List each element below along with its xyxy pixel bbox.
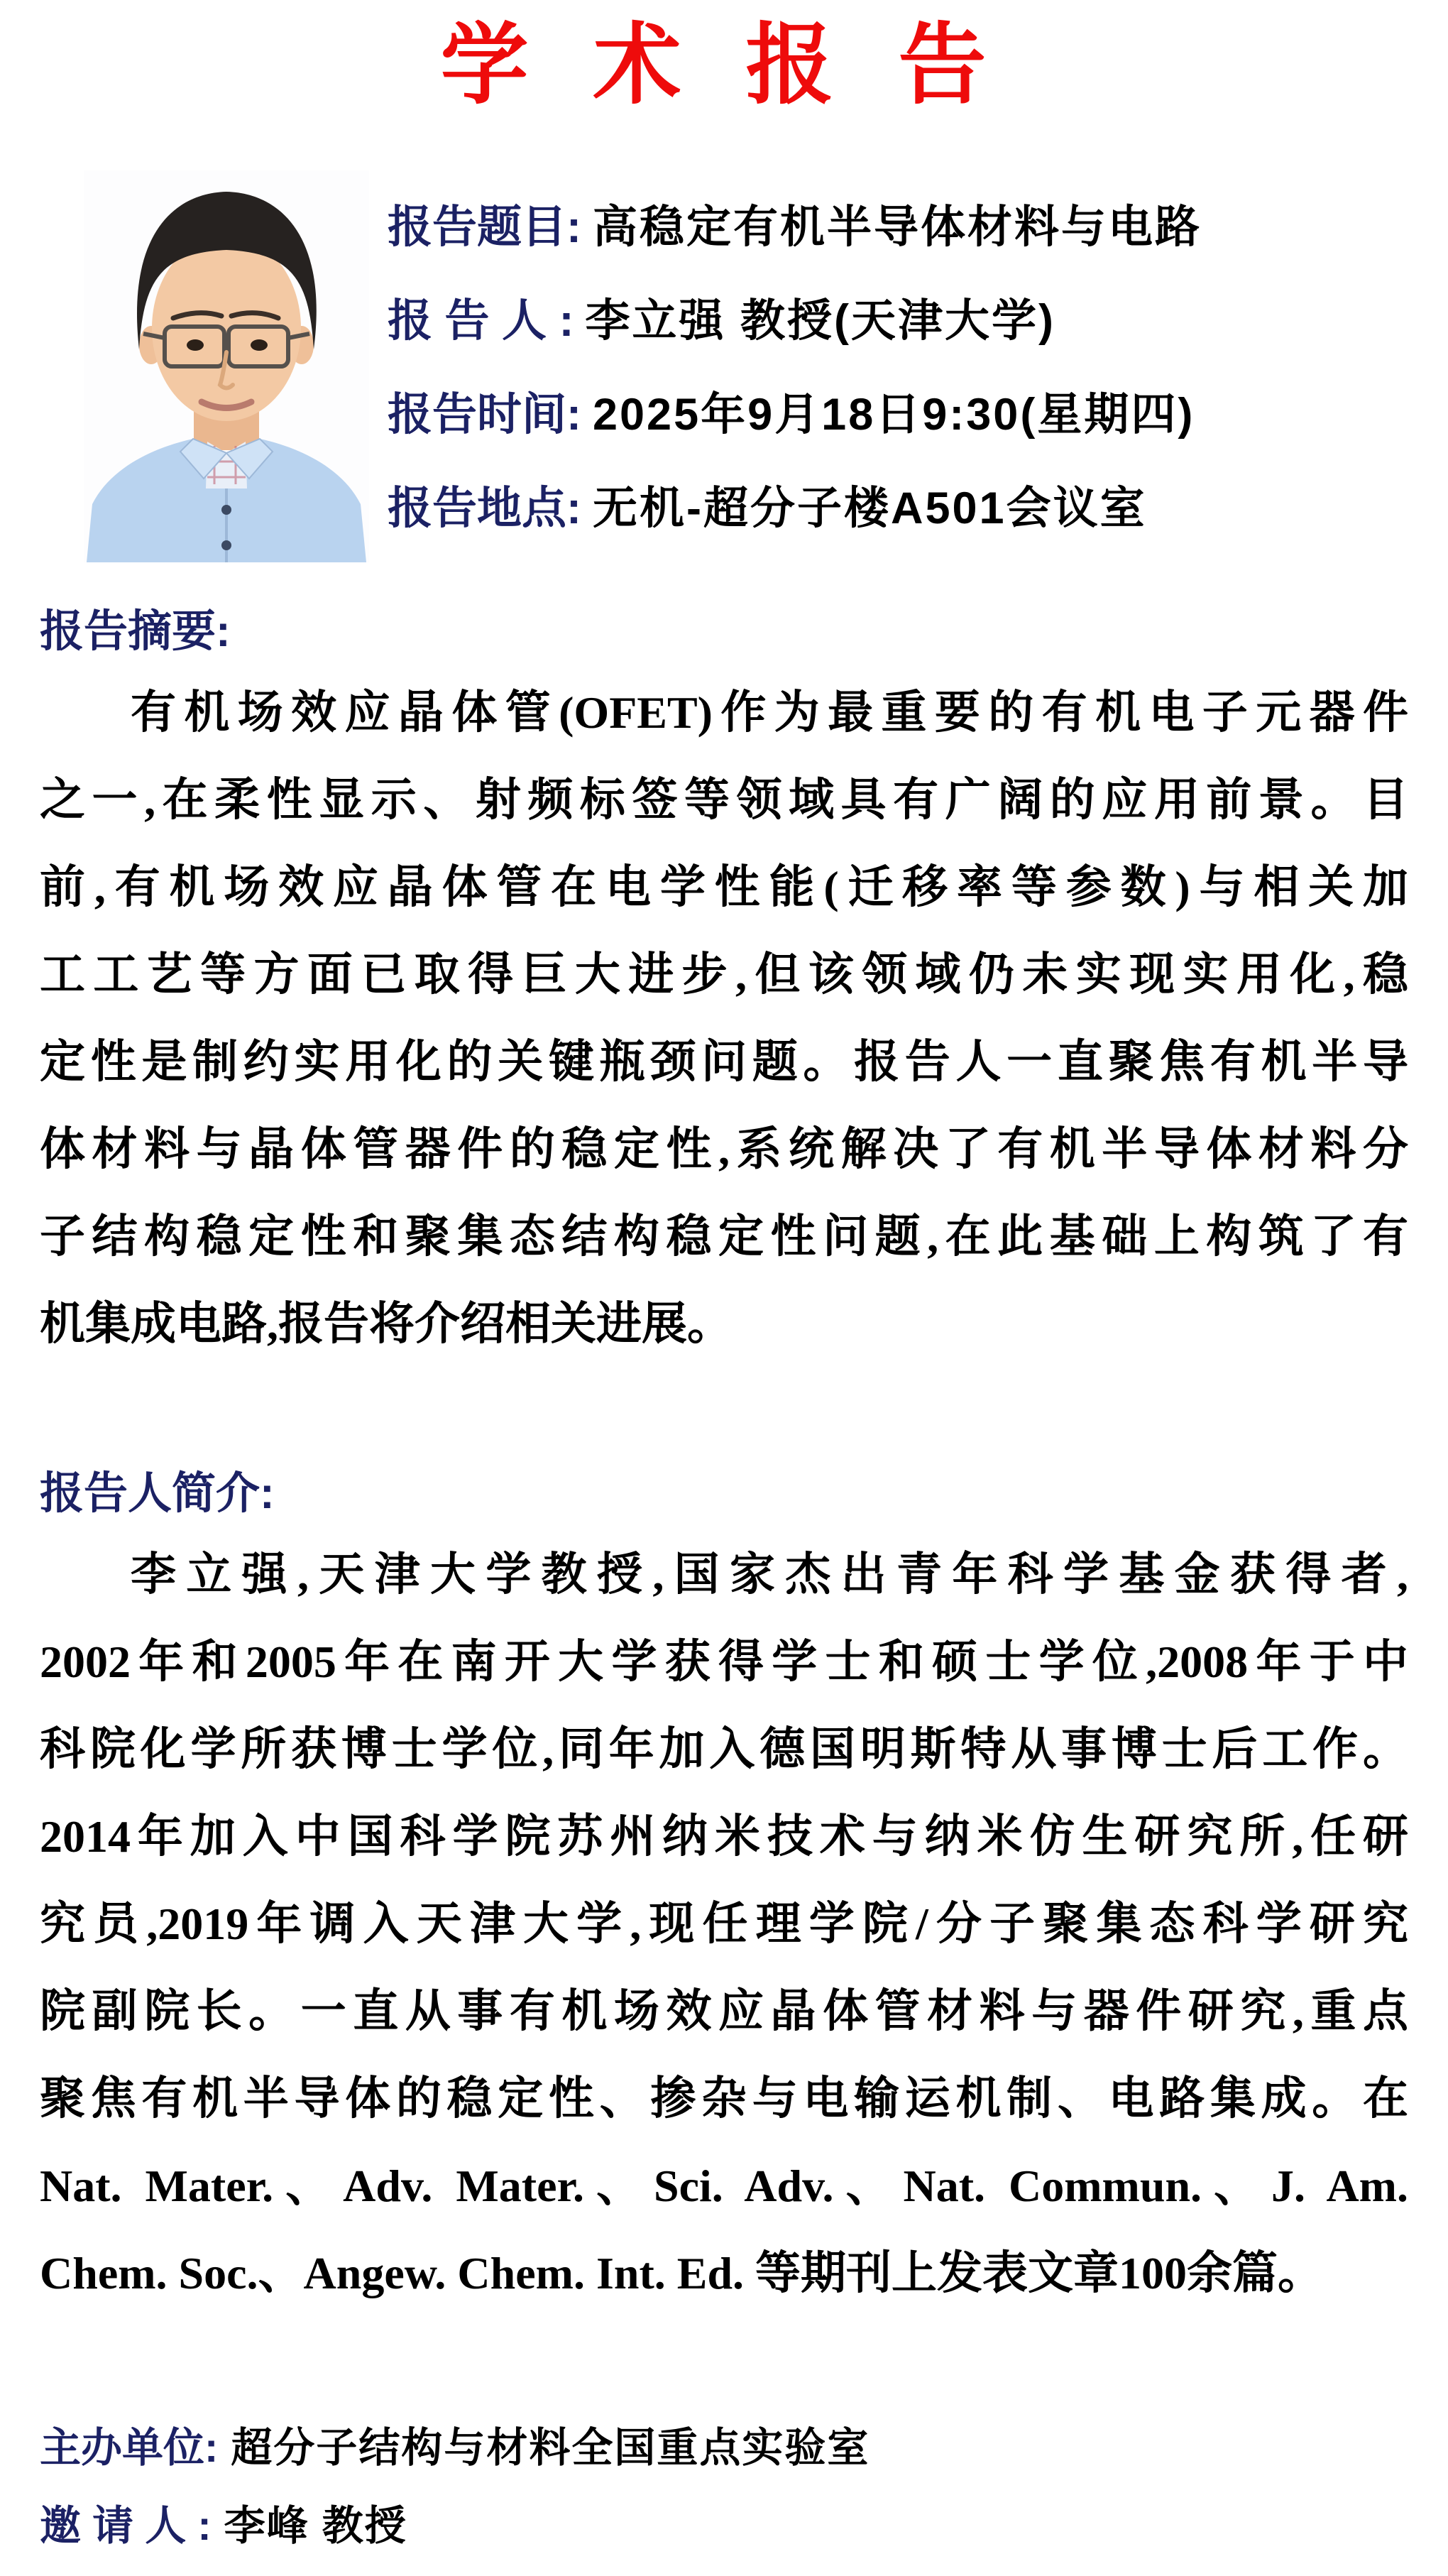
- text-line: 定性是制约实用化的关键瓶颈问题。报告人一直聚焦有机半导: [40, 1037, 1408, 1087]
- bio-paragraph: [40, 1531, 1408, 2317]
- text-line: 前,有机场效应晶体管在电学性能(迁移率等参数)与相关加: [40, 862, 1408, 912]
- text-line: 子结构稳定性和聚集态结构稳定性问题,在此基础上构筑了有: [40, 1211, 1408, 1262]
- speaker-photo: [84, 170, 369, 562]
- info-value-speaker: 李立强 教授(天津大学): [585, 296, 1055, 346]
- info-row-speaker: [388, 291, 1448, 351]
- info-label-location: 报告地点:: [388, 484, 581, 533]
- host-row: [40, 2409, 1408, 2487]
- info-row-time: [388, 385, 1448, 444]
- host-value: 超分子结构与材料全国重点实验室: [231, 2425, 870, 2471]
- text-line: 院副院长。一直从事有机场效应晶体管材料与器件研究,重点: [40, 1986, 1408, 2036]
- text-line: 之一,在柔性显示、射频标签等领域具有广阔的应用前景。目: [40, 775, 1408, 825]
- text-line: 2002年和2005年在南开大学获得学士和硕士学位,2008年于中: [40, 1637, 1408, 1687]
- text-line: 聚焦有机半导体的稳定性、掺杂与电输运机制、电路集成。在: [40, 2073, 1408, 2124]
- text-line: Nat. Mater.、Adv. Mater.、Sci. Adv.、Nat. Commun.、J. Am.: [40, 2161, 1408, 2211]
- info-label-time: 报告时间:: [388, 390, 581, 440]
- text-line: Chem. Soc.、Angew. Chem. Int. Ed. 等期刊上发表文章100余篇。: [40, 2248, 1324, 2298]
- bio-heading: 报告人简介:: [40, 1469, 275, 1518]
- info-value-topic: 高稳定有机半导体材料与电路: [592, 202, 1202, 252]
- abstract-heading: 报告摘要:: [40, 607, 231, 656]
- info-row-topic: [388, 197, 1448, 257]
- header-section: [84, 170, 1448, 562]
- text-line: 科院化学所获博士学位,同年加入德国明斯特从事博士后工作。: [40, 1724, 1408, 1774]
- info-value-location: 无机-超分子楼A501会议室: [592, 484, 1147, 533]
- info-label-topic: 报告题目:: [388, 202, 581, 252]
- speaker-portrait-icon: [84, 170, 369, 562]
- info-label-speaker: 报 告 人 :: [388, 296, 574, 346]
- text-line: 体材料与晶体管器件的稳定性,系统解决了有机半导体材料分: [40, 1124, 1408, 1174]
- text-line: 2014年加入中国科学院苏州纳米技术与纳米仿生研究所,任研: [40, 1811, 1408, 1862]
- abstract-paragraph: [40, 669, 1408, 1368]
- page-title: 学 术 报 告: [440, 17, 1008, 114]
- info-row-location: [388, 479, 1448, 538]
- host-label: 主办单位:: [40, 2425, 219, 2471]
- text-line: 李立强,天津大学教授,国家杰出青年科学基金获得者,: [131, 1549, 1408, 1600]
- text-line: 工工艺等方面已取得巨大进步,但该领域仍未实现实用化,稳: [40, 949, 1408, 1000]
- inviter-value: 李峰 教授: [224, 2503, 407, 2549]
- text-line: 究员,2019年调入天津大学,现任理学院/分子聚集态科学研究: [40, 1899, 1408, 1949]
- footer-section: [40, 2409, 1408, 2565]
- text-line: 机集成电路,报告将介绍相关进展。: [40, 1299, 733, 1349]
- inviter-row: [40, 2487, 1408, 2565]
- text-line: 有机场效应晶体管(OFET)作为最重要的有机电子元器件: [131, 687, 1408, 738]
- info-list: [388, 170, 1448, 562]
- inviter-label: 邀 请 人 :: [40, 2503, 212, 2549]
- info-value-time: 2025年9月18日9:30(星期四): [592, 390, 1195, 440]
